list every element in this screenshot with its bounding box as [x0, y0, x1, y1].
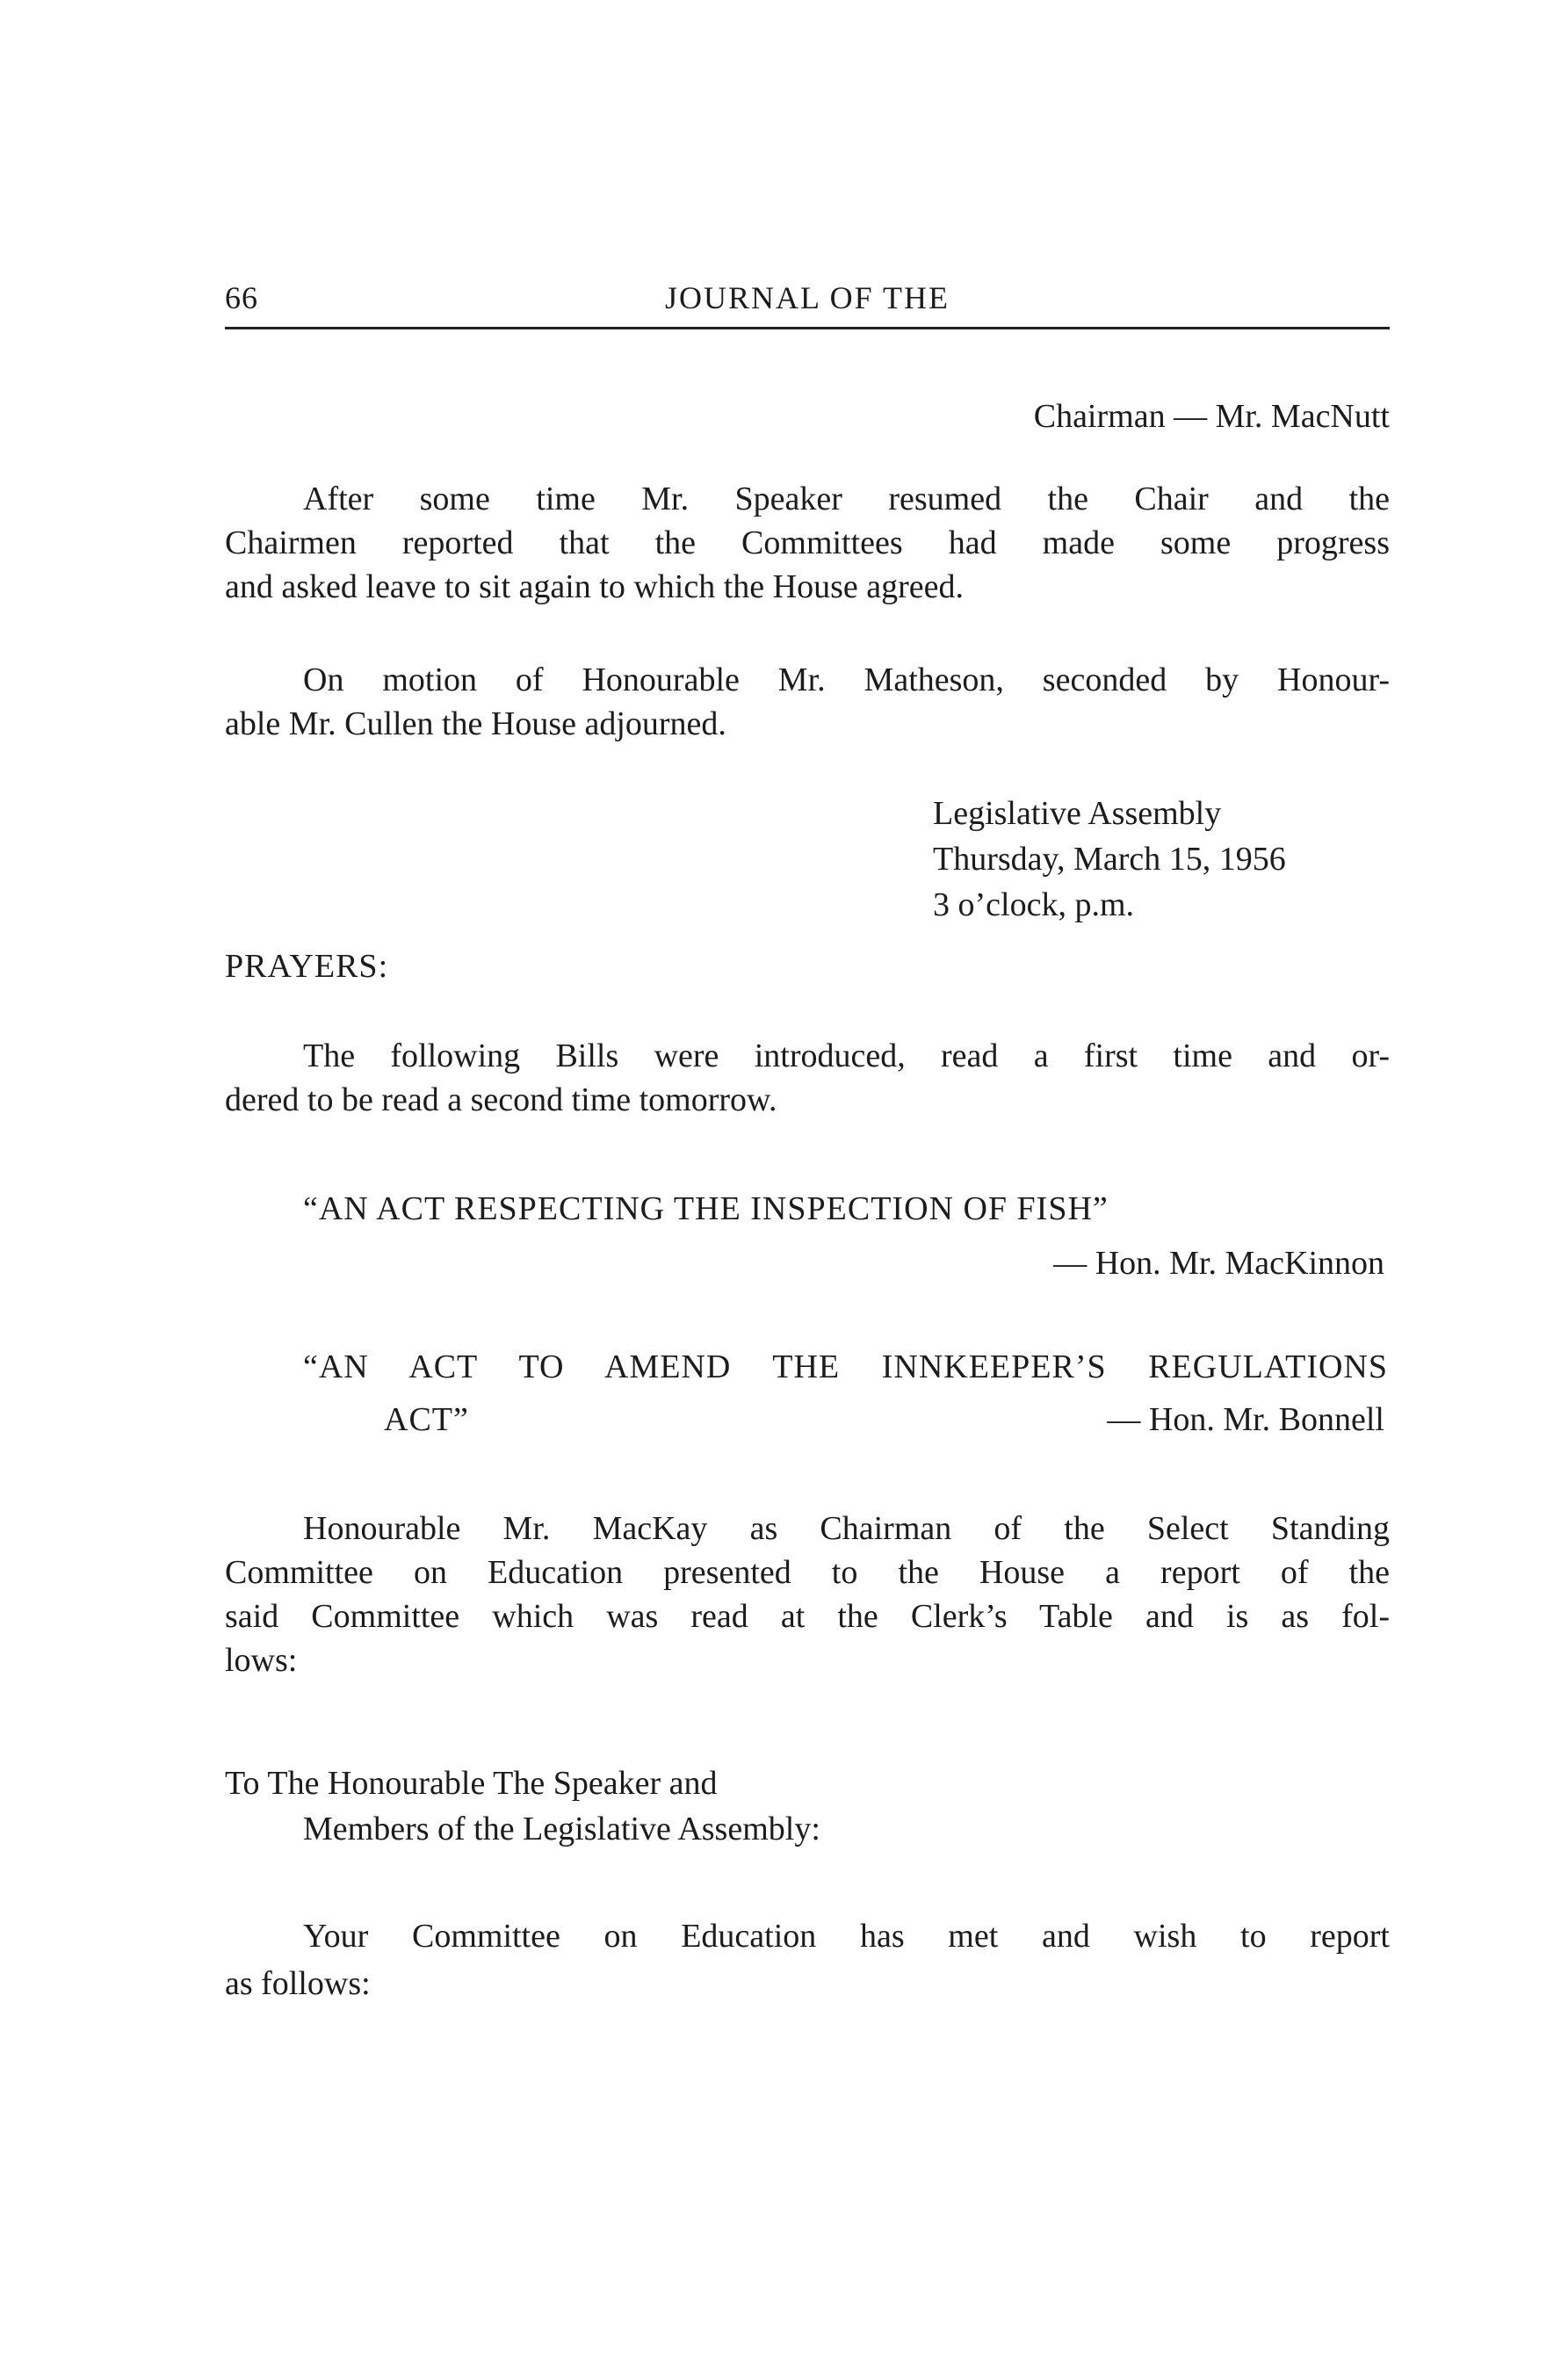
running-title: JOURNAL OF THE: [664, 280, 950, 315]
paragraph-line: The following Bills were introduced, read a first time and or-: [303, 1037, 1390, 1074]
paragraph-line: dered to be read a second time tomorrow.: [225, 1081, 777, 1118]
chairman-line: Chairman — Mr. MacNutt: [1033, 398, 1390, 435]
bill-title: ACT”: [384, 1401, 469, 1438]
paragraph-line: Honourable Mr. MacKay as Chairman of the Select Standing: [303, 1510, 1390, 1547]
paragraph-line: On motion of Honourable Mr. Matheson, seconded by Honour-: [303, 661, 1390, 698]
address-line: To The Honourable The Speaker and: [225, 1765, 718, 1802]
prayers-heading: PRAYERS:: [225, 948, 389, 985]
sitting-date: Thursday, March 15, 1956: [933, 841, 1286, 878]
bill-sponsor: — Hon. Mr. MacKinnon: [1053, 1245, 1384, 1282]
page-header: [225, 279, 1390, 325]
address-line: Members of the Legislative Assembly:: [303, 1811, 820, 1847]
paragraph-line: Chairmen reported that the Committees had made some progress: [225, 524, 1390, 561]
bill-sponsor: — Hon. Mr. Bonnell: [1107, 1401, 1384, 1438]
bill-title: “AN ACT RESPECTING THE INSPECTION OF FISH”: [303, 1190, 1109, 1227]
sitting-assembly: Legislative Assembly: [933, 795, 1222, 832]
paragraph-line: and asked leave to sit again to which the House agreed.: [225, 568, 964, 605]
page-number: 66: [225, 280, 258, 315]
paragraph-line: lows:: [225, 1642, 298, 1679]
paragraph-line: Committee on Education presented to the House a report of the: [225, 1554, 1390, 1591]
sitting-time: 3 o’clock, p.m.: [933, 886, 1135, 923]
paragraph-line: After some time Mr. Speaker resumed the Chair and the: [303, 481, 1390, 517]
paragraph-line: as follows:: [225, 1965, 371, 2002]
paragraph-line: Your Committee on Education has met and wish to report: [303, 1918, 1390, 1955]
paragraph-line: said Committee which was read at the Clerk’s Table and is as fol-: [225, 1598, 1390, 1635]
bill-title: “AN ACT TO AMEND THE INNKEEPER’S REGULATIONS: [303, 1348, 1388, 1385]
paragraph-line: able Mr. Cullen the House adjourned.: [225, 705, 726, 742]
header-rule: [225, 327, 1390, 329]
